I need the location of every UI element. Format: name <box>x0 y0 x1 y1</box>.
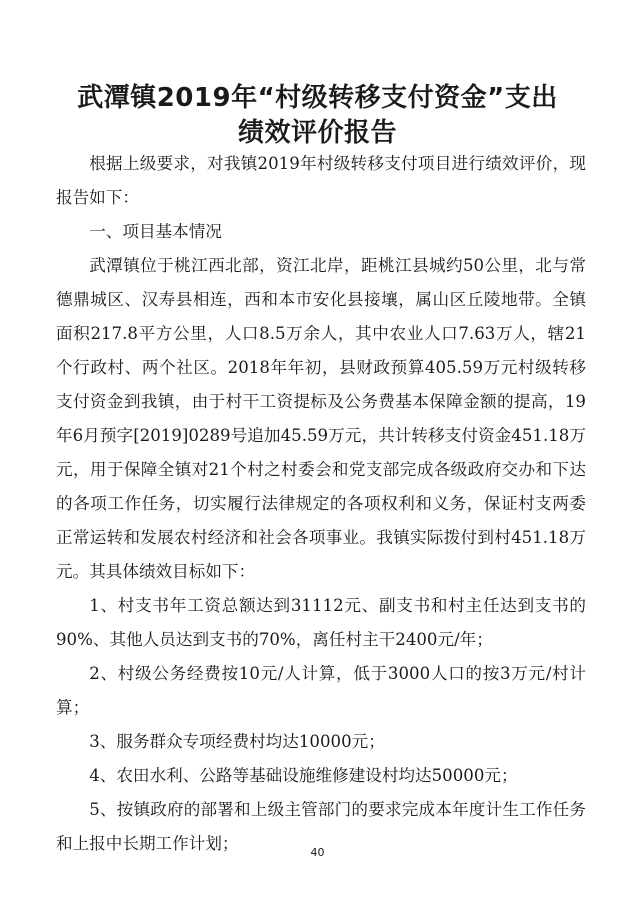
overview-paragraph: 武潭镇位于桃江西北部，资江北岸，距桃江县城约50公里，北与常德鼎城区、汉寿县相连，西和本市安化县接壤，属山区丘陵地带。全镇面积217.8平方公里，人口8.5万余人，其中农业人口7.63万人，辖21个行政村、两个社区。2018年年初，县财政预算405.59万元村级转移支付资金到我镇，由于村干工资提标及公务费基本保障金额的提高，19年6月预字[2019]0289号追加45.59万元，共计转移支付资金451.18万元，用于保障全镇对21个村之村委会和党支部完成各级政府交办和下达的各项工作任务，切实履行法律规定的各项权利和义务，保证村支两委正常运转和发展农村经济和社会各项事业。我镇实际拨付到村451.18万元。其具体绩效目标如下： <box>56 256 586 581</box>
document-body <box>56 147 586 861</box>
goal-item-4: 4、农田水利、公路等基础设施维修建设村均达50000元； <box>89 766 518 785</box>
goal-item-5: 5、按镇政府的部署和上级主管部门的要求完成本年度计生工作任务和上报中长期工作计划； <box>56 800 586 853</box>
page-number: 40 <box>310 846 325 859</box>
document-title-line-2: 绩效评价报告 <box>237 118 397 148</box>
goal-item-3: 3、服务群众专项经费村均达10000元； <box>89 732 385 751</box>
section-heading: 一、项目基本情况 <box>89 222 222 241</box>
goal-item-2: 2、村级公务经费按10元/人计算，低于3000人口的按3万元/村计算； <box>56 664 586 717</box>
intro-paragraph: 根据上级要求，对我镇2019年村级转移支付项目进行绩效评价，现报告如下： <box>56 154 586 207</box>
document-title-line-1: 武潭镇2019年“村级转移支付资金”支出 <box>77 83 558 113</box>
goal-item-1: 1、村支书年工资总额达到31112元、副支书和村主任达到支书的90%、其他人员达到支书的70%，离任村主干2400元/年； <box>56 596 586 649</box>
